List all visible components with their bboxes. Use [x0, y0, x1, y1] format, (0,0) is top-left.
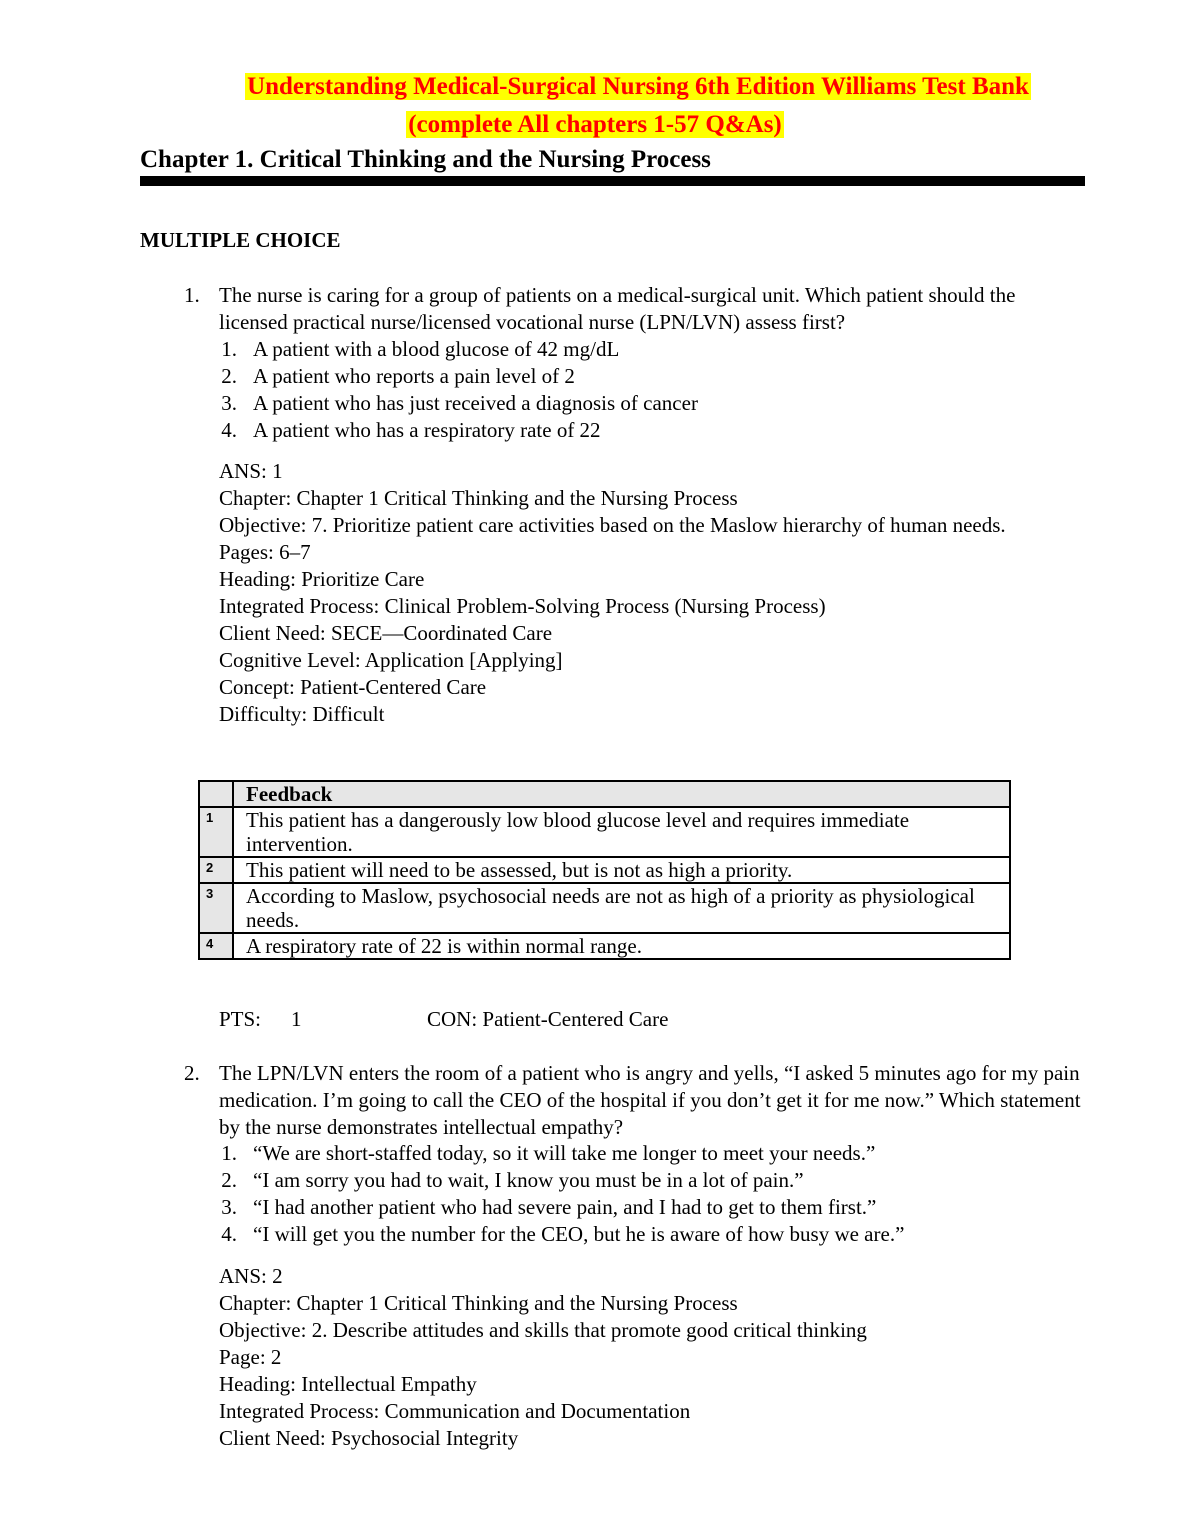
meta-objective: Objective: 7. Prioritize patient care activities based on the Maslow hierarchy of human needs.	[219, 513, 1006, 537]
feedback-row	[199, 883, 1010, 933]
answer-key: ANS: 1	[219, 459, 283, 483]
answer-key: ANS: 2	[219, 1264, 283, 1288]
question-stem: The LPN/LVN enters the room of a patient who is angry and yells, “I asked 5 minutes ago for my pain medication. I’m going to call the CEO of the hospital if you don’t get it for me now.” Which statement by the nurse demonstrates intellectual empathy?	[219, 1061, 1081, 1139]
feedback-row	[199, 857, 1010, 883]
answer-metadata	[219, 458, 1049, 728]
meta-cognitive-level: Cognitive Level: Application [Applying]	[219, 648, 563, 672]
meta-chapter: Chapter: Chapter 1 Critical Thinking and the Nursing Process	[219, 486, 738, 510]
meta-heading: Heading: Intellectual Empathy	[219, 1372, 477, 1396]
meta-difficulty: Difficulty: Difficult	[219, 702, 385, 726]
meta-heading: Heading: Prioritize Care	[219, 567, 425, 591]
chapter-title: Chapter 1. Critical Thinking and the Nursing Process	[140, 146, 711, 173]
feedback-number-header	[199, 781, 233, 807]
concept-line: CON: Patient-Centered Care	[427, 1007, 669, 1031]
feedback-row-number: 3	[199, 883, 233, 933]
section-heading: MULTIPLE CHOICE	[140, 228, 341, 252]
meta-client-need: Client Need: Psychosocial Integrity	[219, 1426, 519, 1450]
banner-title-line2: (complete All chapters 1-57 Q&As)	[408, 111, 782, 138]
points-value: 1	[291, 1007, 302, 1031]
meta-client-need: Client Need: SECE—Coordinated Care	[219, 621, 553, 645]
answer-metadata	[219, 1263, 1049, 1452]
meta-chapter: Chapter: Chapter 1 Critical Thinking and the Nursing Process	[219, 1291, 738, 1315]
feedback-row-text: This patient has a dangerously low blood glucose level and requires immediate intervention.	[233, 807, 1010, 857]
meta-page: Page: 2	[219, 1345, 282, 1369]
feedback-row-number: 2	[199, 857, 233, 883]
feedback-header-row	[199, 781, 1010, 807]
meta-pages: Pages: 6–7	[219, 540, 311, 564]
feedback-row-number: 4	[199, 933, 233, 959]
feedback-row-text: According to Maslow, psychosocial needs are not as high of a priority as physiological needs.	[233, 883, 1010, 933]
meta-objective: Objective: 2. Describe attitudes and skills that promote good critical thinking	[219, 1318, 867, 1342]
feedback-row	[199, 933, 1010, 959]
feedback-row	[199, 807, 1010, 857]
feedback-row-text: A respiratory rate of 22 is within normal range.	[233, 933, 1010, 959]
feedback-table	[198, 780, 1011, 960]
banner-title-line1: Understanding Medical-Surgical Nursing 6th Edition Williams Test Bank	[247, 73, 1029, 100]
chapter-divider	[140, 176, 1085, 186]
points-label: PTS:	[219, 1007, 262, 1031]
question-number: 2.	[184, 1061, 200, 1085]
feedback-row-number: 1	[199, 807, 233, 857]
feedback-header: Feedback	[233, 781, 1010, 807]
meta-integrated-process: Integrated Process: Clinical Problem-Solving Process (Nursing Process)	[219, 594, 826, 618]
feedback-row-text: This patient will need to be assessed, but is not as high a priority.	[233, 857, 1010, 883]
meta-concept: Concept: Patient-Centered Care	[219, 675, 487, 699]
meta-integrated-process: Integrated Process: Communication and Documentation	[219, 1399, 691, 1423]
question-number: 1.	[184, 283, 200, 307]
question-stem: The nurse is caring for a group of patients on a medical-surgical unit. Which patient should the licensed practical nurse/licensed vocational nurse (LPN/LVN) assess first?	[219, 283, 1016, 334]
